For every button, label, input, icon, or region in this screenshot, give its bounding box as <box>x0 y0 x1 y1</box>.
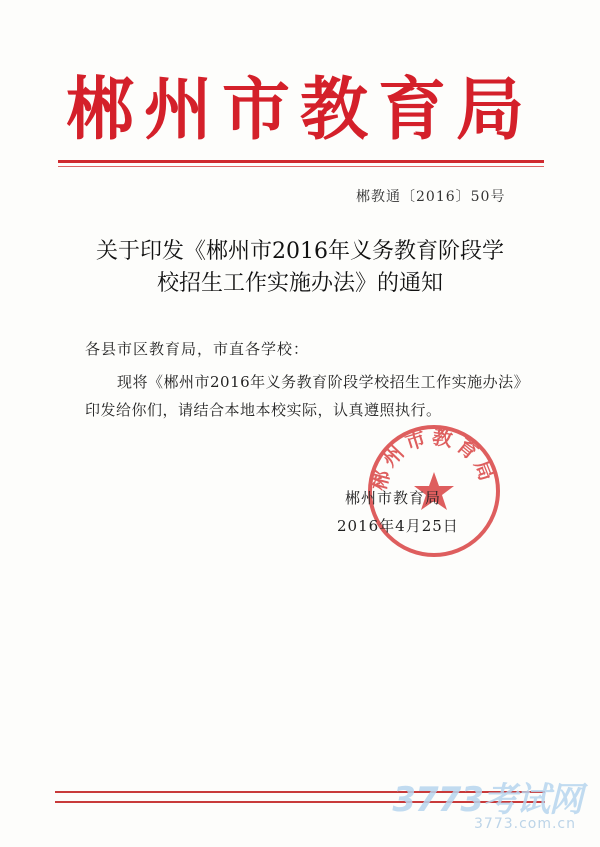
body-paragraph: 现将《郴州市2016年义务教育阶段学校招生工作实施办法》印发给你们，请结合本地本校实际，认真遵照执行。 <box>85 373 522 419</box>
watermark-logo: 3773考试网 <box>392 780 582 820</box>
document-title-line-1: 关于印发《郴州市2016年义务教育阶段学 <box>96 239 504 264</box>
svg-text:郴州市教育局: 郴州市教育局 <box>366 424 501 493</box>
document-title <box>40 236 560 300</box>
salutation: 各县市区教育局，市直各学校： <box>85 340 310 358</box>
signature-organization: 郴州市教育局 <box>345 489 442 507</box>
document-number: 郴教通〔2016〕50号 <box>356 189 506 205</box>
letterhead-rule <box>58 160 544 163</box>
letterhead-title: 郴州市教育局 <box>65 70 534 150</box>
signature-date: 2016年4月25日 <box>337 517 459 535</box>
letterhead-rule-thin <box>58 166 544 167</box>
document-title-line-2: 校招生工作实施办法》的通知 <box>156 271 443 296</box>
watermark-url: 3773.com.cn <box>474 816 576 832</box>
